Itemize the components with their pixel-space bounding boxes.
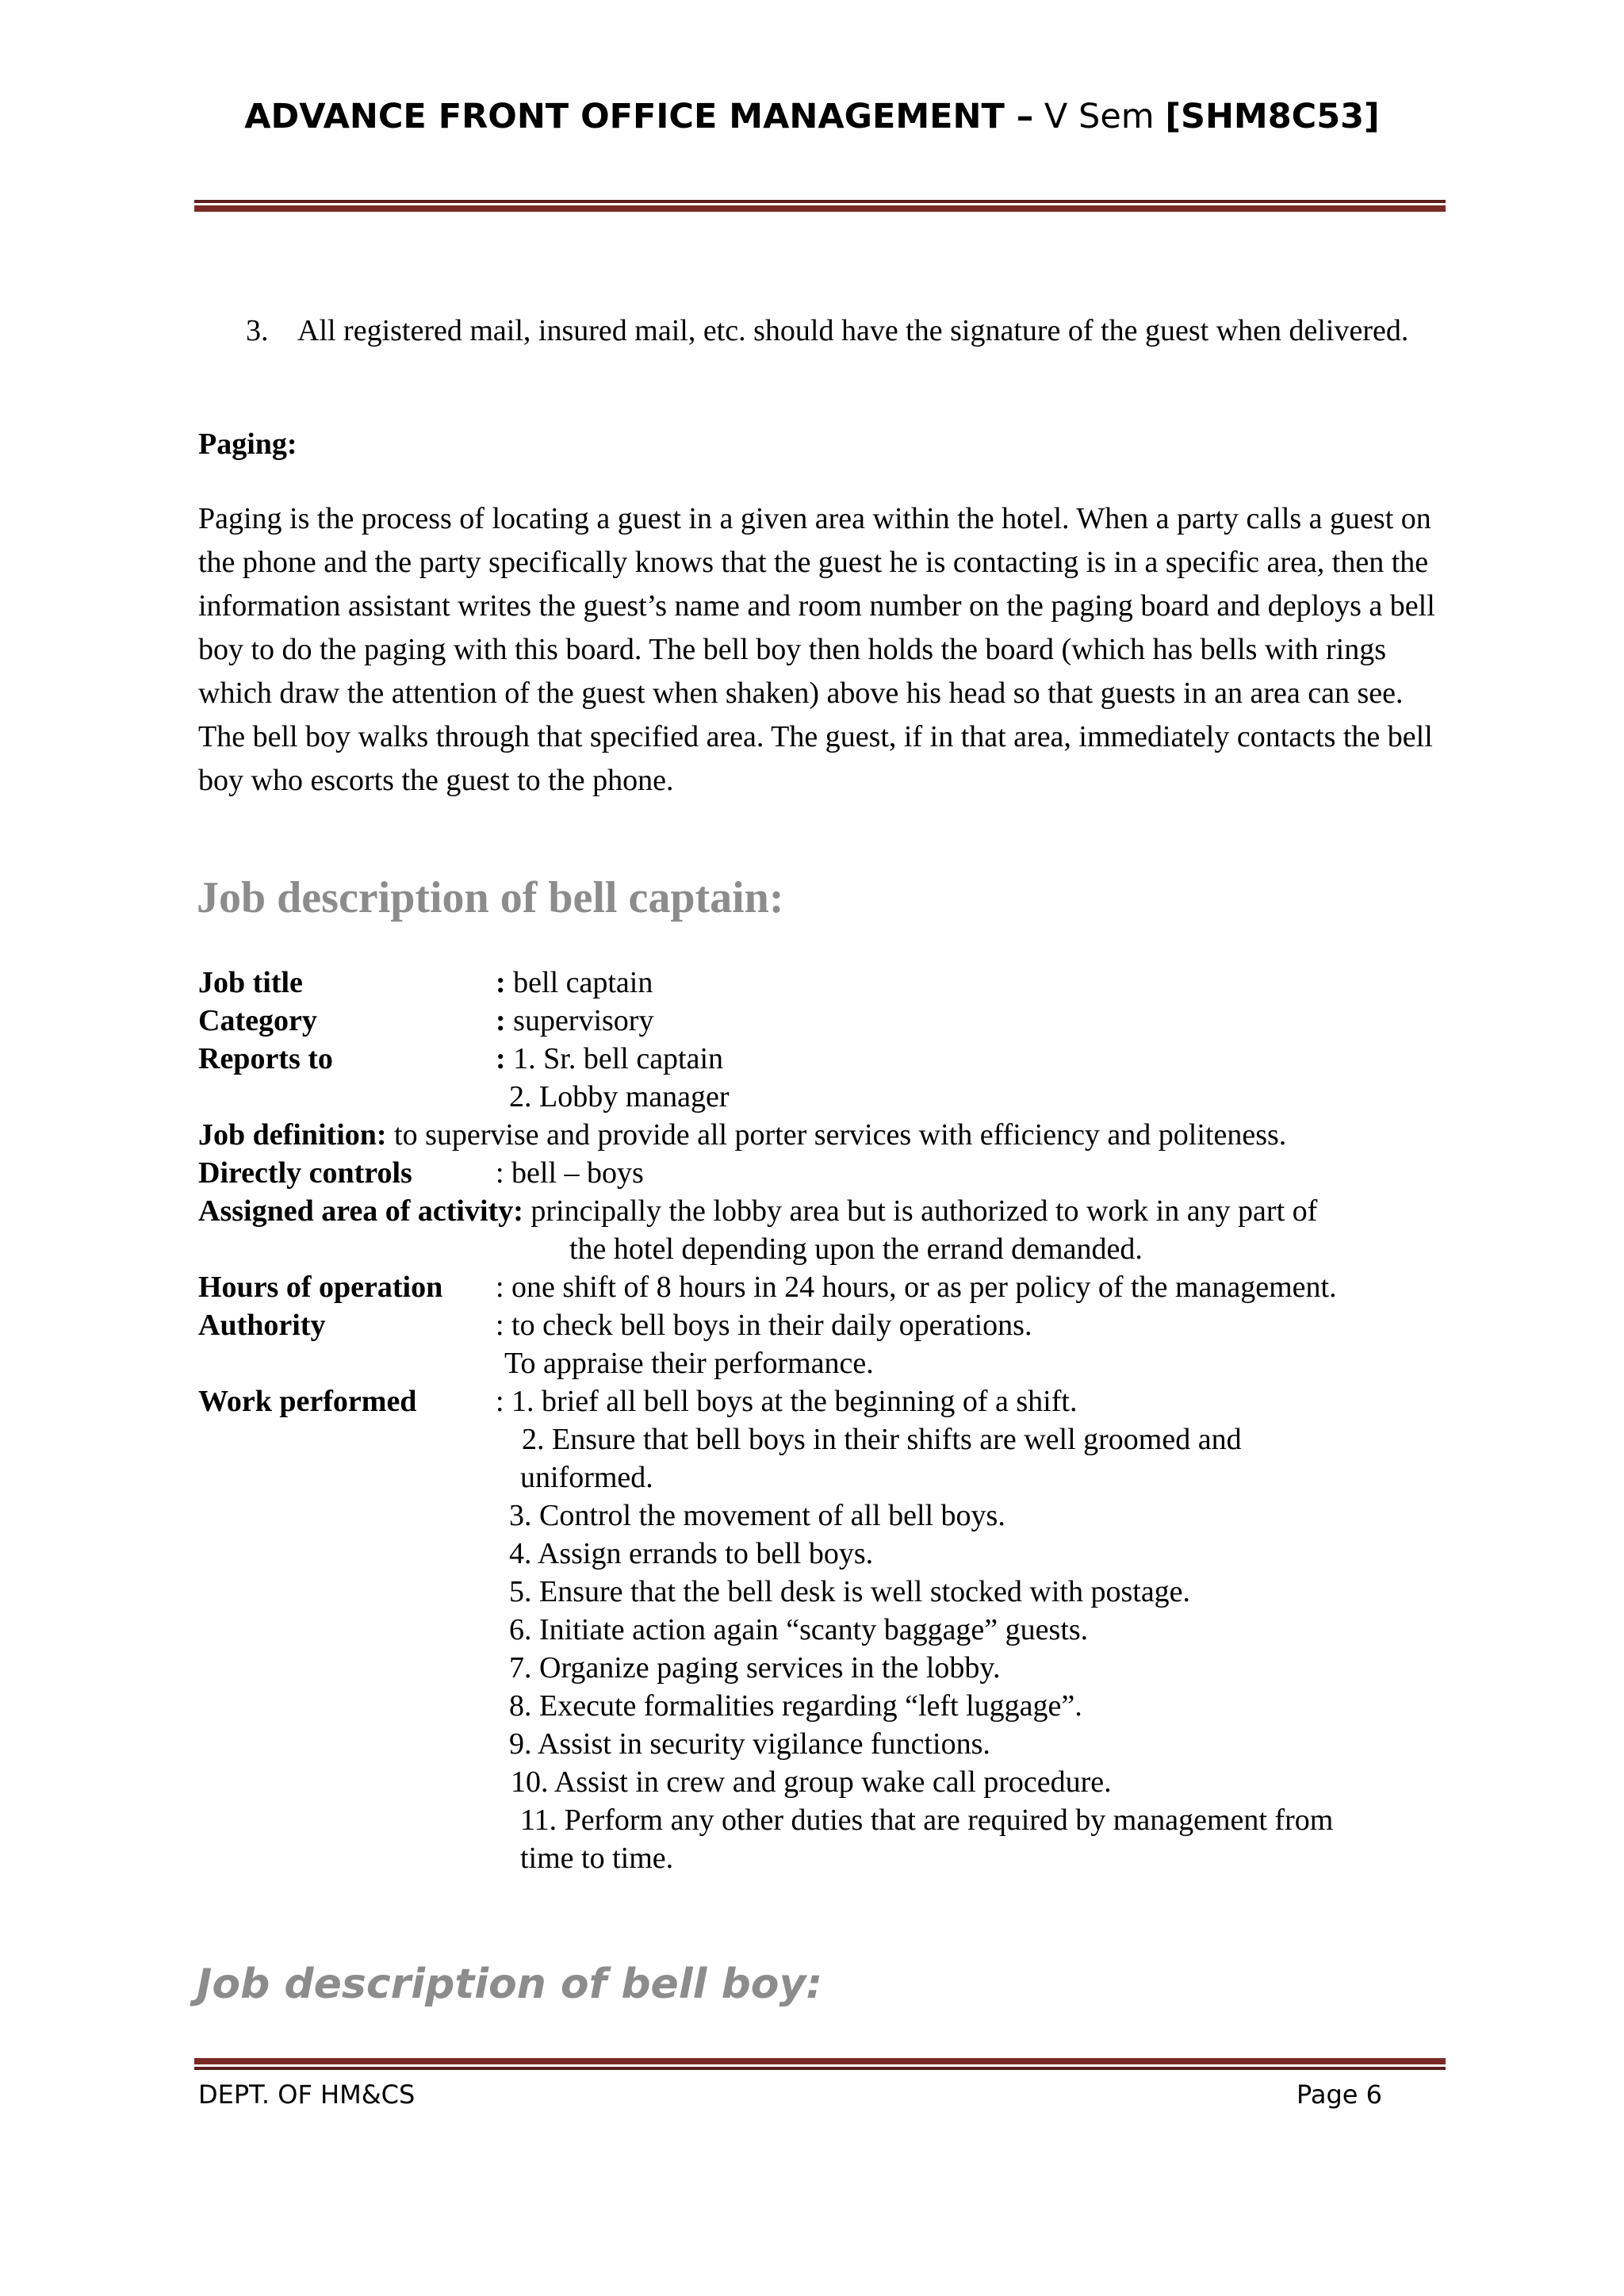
work-item: 4. Assign errands to bell boys. <box>509 1537 874 1570</box>
work-item: 3. Control the movement of all bell boys. <box>509 1499 1005 1532</box>
directly-controls-row <box>198 1154 412 1192</box>
job-definition-label: Job definition: <box>198 1118 387 1152</box>
header-title: ADVANCE FRONT OFFICE MANAGEMENT – <box>244 97 1034 136</box>
work-item: uniformed. <box>520 1461 653 1494</box>
paging-heading: Paging: <box>198 427 297 461</box>
footer-rule <box>194 2058 1446 2070</box>
work-item: 8. Execute formalities regarding “left luggage”. <box>509 1689 1082 1723</box>
reports-to-value: : 1. Sr. bell captain <box>496 1042 724 1075</box>
category-value: : supervisory <box>496 1004 654 1037</box>
work-item: 9. Assist in security vigilance functions. <box>509 1727 990 1761</box>
footer-dept: DEPT. OF HM&CS <box>198 2079 416 2110</box>
work-item: 5. Ensure that the bell desk is well stocked with postage. <box>509 1575 1191 1608</box>
header-rule <box>194 200 1446 212</box>
reports-to-value-2: 2. Lobby manager <box>509 1080 730 1114</box>
hours-value: : one shift of 8 hours in 24 hours, or as per policy of the management. <box>496 1271 1337 1304</box>
job-title-label: Job title <box>198 966 303 999</box>
assigned-area-label: Assigned area of activity: <box>198 1194 523 1228</box>
bell-boy-heading: Job description of bell boy: <box>197 1961 823 2008</box>
list-item <box>246 309 1435 353</box>
job-definition-row <box>198 1116 1286 1154</box>
authority-value-2: To appraise their performance. <box>504 1347 874 1380</box>
assigned-area-row <box>198 1192 1317 1230</box>
job-title-value: : bell captain <box>496 966 653 999</box>
directly-controls-label: Directly controls <box>198 1156 412 1190</box>
work-item: : 1. brief all bell boys at the beginning of a shift. <box>496 1385 1078 1418</box>
job-definition-value: to supervise and provide all porter services with efficiency and politeness. <box>386 1118 1287 1152</box>
reports-to-label: Reports to <box>198 1042 333 1075</box>
work-item: 11. Perform any other duties that are required by management from <box>520 1803 1334 1837</box>
directly-controls-value: : bell – boys <box>496 1156 644 1190</box>
work-item: time to time. <box>520 1842 674 1875</box>
job-title-row <box>198 964 303 1002</box>
list-item-number: 3. <box>246 314 269 347</box>
assigned-area-value-2: the hotel depending upon the errand demanded. <box>569 1232 1143 1266</box>
category-row <box>198 1002 317 1040</box>
authority-row <box>198 1306 325 1344</box>
page-header <box>0 97 1624 136</box>
paging-paragraph: Paging is the process of locating a guest in a given area within the hotel. When a party calls a guest on the phone and the party specifically knows that the guest he is contacting is in a specific area, then the information assistant writes the guest’s name and room number on the paging board and deploys a bell boy to do the paging with this board. The bell boy then holds the board (which has bells with rings which draw the attention of the guest when shaken) above his head so that guests in an area can see. The bell boy walks through that specified area. The guest, if in that area, immediately contacts the bell boy who escorts the guest to the phone. <box>198 502 1435 797</box>
footer-page-number: Page 6 <box>1297 2079 1382 2110</box>
authority-value: : to check bell boys in their daily operations. <box>496 1309 1032 1342</box>
work-item: 7. Organize paging services in the lobby. <box>509 1651 1001 1685</box>
category-label: Category <box>198 1004 317 1037</box>
work-item: 2. Ensure that bell boys in their shifts are well groomed and <box>522 1423 1242 1456</box>
work-performed-label: Work performed <box>198 1385 417 1418</box>
work-item: 10. Assist in crew and group wake call procedure. <box>511 1765 1112 1799</box>
hours-label: Hours of operation <box>198 1271 443 1304</box>
list-item-text: All registered mail, insured mail, etc. should have the signature of the guest when delivered. <box>297 314 1409 347</box>
assigned-area-value: principally the lobby area but is authorized to work in any part of <box>523 1194 1318 1228</box>
authority-label: Authority <box>198 1309 326 1342</box>
work-item: 6. Initiate action again “scanty baggage” guests. <box>509 1613 1089 1646</box>
reports-to-row <box>198 1040 333 1078</box>
hours-row <box>198 1268 442 1306</box>
bell-captain-heading: Job description of bell captain: <box>197 873 784 922</box>
header-semester: V Sem <box>1033 97 1166 136</box>
work-performed-row <box>198 1382 416 1420</box>
header-code: [SHM8C53] <box>1165 97 1380 136</box>
